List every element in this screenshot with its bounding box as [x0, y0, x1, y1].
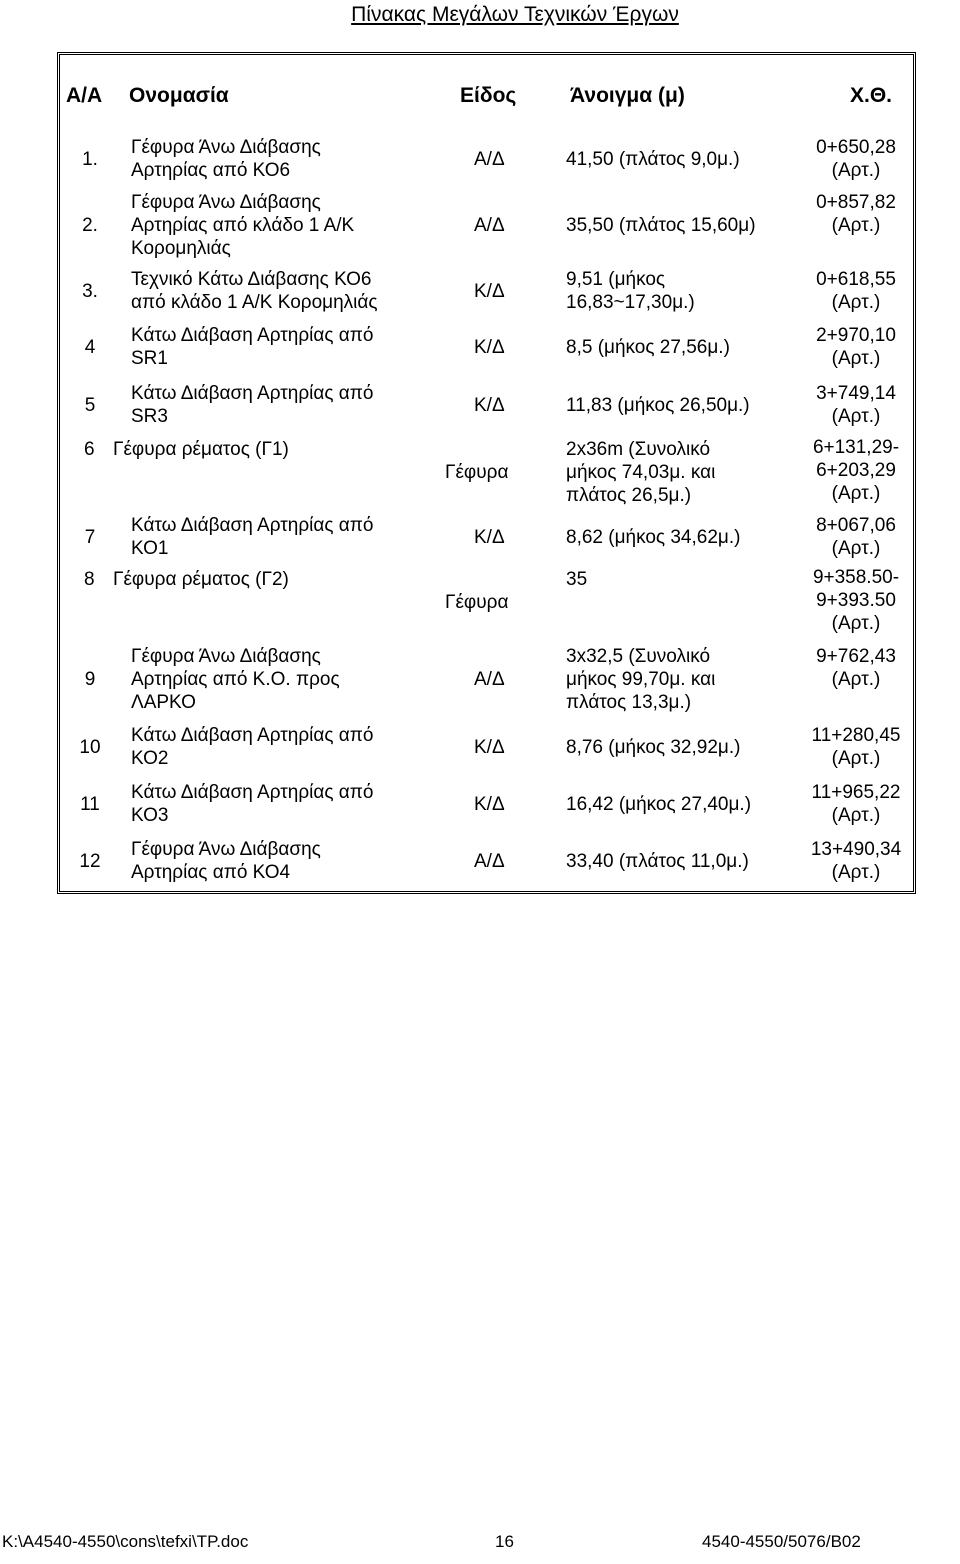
row-opening [566, 438, 715, 507]
row-chainage-line: (Αρτ.) [831, 406, 881, 427]
row-chainage-line: 0+650,28 [816, 137, 896, 158]
footer-path: K:\A4540-4550\cons\tefxi\TP.doc [2, 1532, 249, 1551]
row-chainage [800, 268, 912, 314]
row-chainage-line: 2+970,10 [816, 325, 896, 346]
row-name-line: Κάτω Διάβαση Αρτηρίας από [131, 782, 374, 803]
row-opening-line: 8,5 (μήκος 27,56μ.) [566, 336, 730, 358]
row-chainage-line: (Αρτ.) [831, 669, 881, 690]
row-type: Α/Δ [474, 850, 505, 872]
row-name-line: Γέφυρα ρέματος (Γ1) [113, 439, 289, 460]
row-name [131, 268, 378, 314]
row-number: 5 [84, 394, 96, 416]
header-aa: Α/Α [66, 84, 103, 107]
row-name-line: SR3 [131, 406, 168, 427]
row-chainage [800, 382, 912, 428]
row-number: 9 [84, 669, 96, 690]
row-name-line: ΚΟ3 [131, 805, 169, 826]
row-chainage-line: 6+203,29 [816, 460, 896, 481]
row-name [131, 382, 373, 428]
row-name-line: Γέφυρα ρέματος (Γ2) [113, 569, 289, 590]
row-opening-line: 2x36m (Συνολικό [566, 439, 711, 460]
row-name [131, 838, 321, 884]
row-name [131, 645, 340, 714]
row-name-line: Αρτηρίας από Κ.Ο. προς [131, 669, 340, 690]
page-title: Πίνακας Μεγάλων Τεχνικών Έργων [351, 3, 679, 26]
row-chainage [800, 838, 912, 884]
row-name-line: Αρτηρίας από ΚΟ6 [131, 160, 291, 181]
row-chainage-line: 9+393.50 [816, 590, 896, 611]
row-name-line: Κάτω Διάβαση Αρτηρίας από [131, 725, 374, 746]
row-number: 12 [79, 850, 101, 872]
row-name-line: Γέφυρα Άνω Διάβασης [131, 839, 321, 860]
row-name-line: Κάτω Διάβαση Αρτηρίας από [131, 325, 374, 346]
row-opening-line: 41,50 (πλάτος 9,0μ.) [566, 148, 740, 170]
row-name-line: Γέφυρα Άνω Διάβασης [131, 192, 321, 213]
footer-page: 16 [495, 1532, 514, 1551]
row-chainage [800, 514, 912, 560]
row-name [113, 438, 289, 461]
row-name-line: Κορομηλιάς [131, 238, 231, 259]
row-opening [566, 645, 715, 714]
row-number: 8 [84, 569, 95, 590]
row-name-line: Κάτω Διάβαση Αρτηρίας από [131, 383, 374, 404]
row-chainage-line: (Αρτ.) [831, 538, 881, 559]
row-opening [566, 568, 587, 591]
row-number: 6 [84, 439, 95, 460]
row-chainage-line: 9+762,43 [816, 646, 896, 667]
row-name-line: Αρτηρίας από ΚΟ4 [131, 862, 291, 883]
row-name [113, 568, 289, 591]
row-name-line: Κάτω Διάβαση Αρτηρίας από [131, 515, 374, 536]
row-type: Γέφυρα [445, 592, 509, 613]
row-name-line: ΚΟ1 [131, 538, 169, 559]
header-name: Ονομασία [129, 84, 229, 107]
row-opening-line: 33,40 (πλάτος 11,0μ.) [566, 850, 749, 872]
row-opening-line: πλάτος 13,3μ.) [566, 692, 692, 713]
row-name [131, 136, 321, 182]
row-type: Κ/Δ [474, 336, 505, 358]
row-name-line: ΚΟ2 [131, 748, 169, 769]
row-chainage-line: 11+280,45 [811, 725, 901, 746]
row-opening [566, 736, 740, 759]
row-name-line: ΛΑΡΚΟ [131, 692, 196, 713]
row-chainage-line: 0+618,55 [816, 269, 896, 290]
row-name-line: από κλάδο 1 Α/Κ Κορομηλιάς [131, 292, 378, 313]
row-opening-line: 3x32,5 (Συνολικό [566, 646, 711, 667]
row-opening [566, 336, 730, 359]
row-type: Α/Δ [474, 148, 505, 170]
row-type: Κ/Δ [474, 736, 505, 758]
row-name-line: Γέφυρα Άνω Διάβασης [131, 646, 321, 667]
row-chainage [800, 191, 912, 237]
row-opening-line: 35,50 (πλάτος 15,60μ) [566, 215, 756, 236]
header-chainage: Χ.Θ. [850, 84, 893, 107]
row-opening-line: πλάτος 26,5μ.) [566, 485, 692, 506]
row-opening-line: 16,42 (μήκος 27,40μ.) [566, 793, 752, 815]
row-name-line: Αρτηρίας από κλάδο 1 Α/Κ [131, 215, 355, 236]
row-chainage-line: (Αρτ.) [831, 348, 881, 369]
row-chainage [800, 436, 912, 505]
row-chainage [800, 724, 912, 770]
row-opening [566, 394, 750, 417]
row-number: 2. [82, 215, 98, 236]
row-name [131, 724, 373, 770]
row-chainage [800, 324, 912, 370]
row-type: Κ/Δ [474, 793, 505, 815]
row-chainage-line: (Αρτ.) [831, 292, 881, 313]
row-chainage [800, 781, 912, 827]
row-type: Κ/Δ [474, 526, 505, 548]
row-type: Α/Δ [474, 669, 505, 690]
row-opening-line: 11,83 (μήκος 26,50μ.) [566, 394, 750, 416]
row-chainage-line: 8+067,06 [816, 515, 896, 536]
row-number: 1. [82, 148, 98, 170]
row-chainage-line: (Αρτ.) [831, 748, 881, 769]
row-chainage-line: 0+857,82 [816, 192, 896, 213]
row-name-line: SR1 [131, 348, 168, 369]
row-opening-line: 16,83~17,30μ.) [566, 292, 695, 313]
row-chainage [800, 645, 912, 691]
row-chainage-line: (Αρτ.) [831, 215, 881, 236]
row-name-line: Γέφυρα Άνω Διάβασης [131, 137, 321, 158]
row-opening [566, 268, 695, 314]
row-chainage-line: (Αρτ.) [831, 805, 881, 826]
row-chainage-line: (Αρτ.) [831, 862, 881, 883]
row-chainage-line: 9+358.50- [812, 567, 900, 588]
row-type: Κ/Δ [474, 280, 505, 302]
row-opening-line: μήκος 74,03μ. και [566, 462, 716, 483]
row-opening-line: 35 [566, 569, 588, 590]
row-chainage [800, 566, 912, 635]
row-opening [566, 850, 749, 873]
row-chainage-line: 13+490,34 [810, 839, 902, 860]
header-opening: Άνοιγμα (μ) [570, 84, 685, 107]
row-opening-line: μήκος 99,70μ. και [566, 669, 716, 690]
row-opening-line: 9,51 (μήκος [566, 269, 666, 290]
row-number: 11 [80, 793, 100, 815]
row-name [131, 191, 354, 260]
row-opening [566, 148, 740, 171]
row-type: Γέφυρα [445, 462, 509, 483]
row-name [131, 514, 373, 560]
row-name [131, 781, 373, 827]
row-name-line: Τεχνικό Κάτω Διάβασης ΚΟ6 [131, 269, 372, 290]
row-number: 10 [79, 736, 101, 758]
row-chainage-line: (Αρτ.) [831, 483, 881, 504]
row-chainage-line: (Αρτ.) [831, 613, 881, 634]
row-number: 3. [82, 280, 98, 302]
row-chainage-line: 3+749,14 [816, 383, 896, 404]
footer-code: 4540-4550/5076/B02 [702, 1532, 861, 1551]
header-type: Είδος [460, 84, 517, 107]
row-chainage-line: 6+131,29- [812, 437, 900, 458]
row-chainage-line: (Αρτ.) [831, 160, 881, 181]
row-opening [566, 526, 740, 549]
row-number: 4 [84, 336, 96, 358]
row-opening [566, 214, 756, 237]
row-chainage-line: 11+965,22 [811, 782, 901, 803]
row-type: Κ/Δ [474, 394, 505, 416]
row-type: Α/Δ [474, 215, 505, 236]
row-name [131, 324, 373, 370]
row-chainage [800, 136, 912, 182]
row-opening-line: 8,62 (μήκος 34,62μ.) [566, 526, 741, 548]
row-number: 7 [84, 526, 96, 548]
row-opening-line: 8,76 (μήκος 32,92μ.) [566, 736, 741, 758]
row-opening [566, 793, 751, 816]
